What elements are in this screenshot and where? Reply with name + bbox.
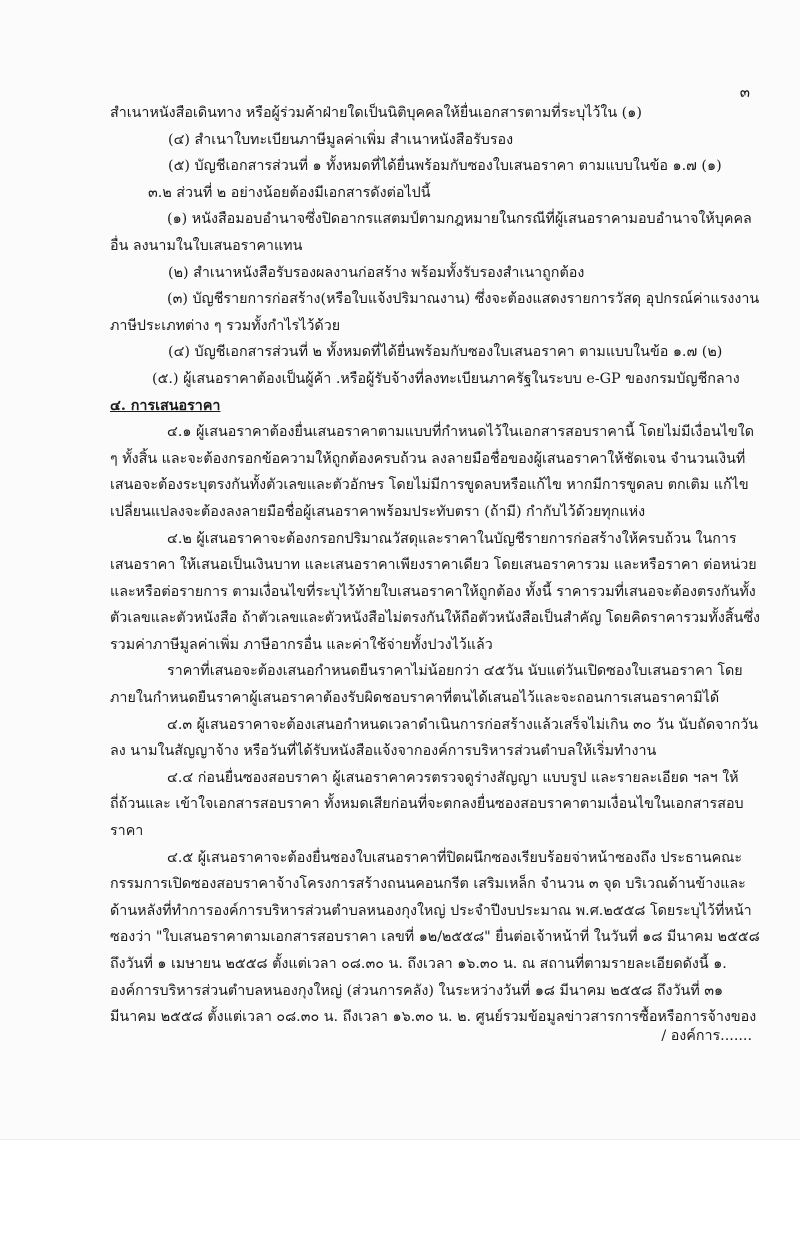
paragraph: สำเนาหนังสือเดินทาง หรือผู้ร่วมค้าฝ่ายใดเป็นนิติบุคคลให้ยื่นเอกสารตามที่ระบุไว้ใน (๑) [110, 105, 642, 121]
list-item: (๓) บัญชีรายการก่อสร้าง(หรือใบแจ้งปริมาณงาน) ซึ่งจะต้องแสดงรายการวัสดุ อุปกรณ์ค่าแรงงาน ภาษีประเภทต่าง ๆ รวมทั้งกำไรไว้ด้วย [110, 291, 760, 334]
page-number: ๓ [739, 83, 750, 101]
paragraph: ๔.๔ ก่อนยื่นซองสอบราคา ผู้เสนอราคาควรตรวจดูร่างสัญญา แบบรูป และรายละเอียด ฯลฯ ให้ถี่ถ้วนและ เข้าใจเอกสารสอบราคา ทั้งหมดเสียก่อนที่จะตกลงยื่นซองสอบราคาตามเงื่อนไขในเอกสารสอบราคา [110, 769, 744, 840]
list-item: (๑) หนังสือมอบอำนาจซึ่งปิดอากรแสตมป์ตามกฎหมายในกรณีที่ผู้เสนอราคามอบอำนาจให้บุคคลอื่น ลงนามในใบเสนอราคาแทน [110, 211, 752, 254]
document-body [110, 100, 762, 1031]
paragraph: ๔.๕ ผู้เสนอราคาจะต้องยื่นซองใบเสนอราคาที่ปิดผนึกซองเรียบร้อยจ่าหน้าซองถึง ประธานคณะกรรมการเปิดซองสอบราคาจ้างโครงการสร้างถนนคอนกรีต เสริมเหล็ก จำนวน ๓ จุด บริเวณด้านข้างและด้านหลังที่ทำการองค์การบริหารส่วนตำบลหนองกุงใหญ่ ประจำปีงบประมาณ พ.ศ.๒๕๕๘ โดยระบุไว้ที่หน้าซองว่า "ใบเสนอราคาตามเอกสารสอบราคา เลขที่ ๑๒/๒๕๕๘" ยื่นต่อเจ้าหน้าที่ ในวันที่ ๑๘ มีนาคม ๒๕๕๘ ถึงวันที่ ๑ เมษายน ๒๕๕๘ ตั้งแต่เวลา ๐๘.๓๐ น. ถึงเวลา ๑๖.๓๐ น. ณ สถานที่ตามรายละเอียดดังนี้ ๑. องค์การบริหารส่วนตำบลหนองกุงใหญ่ (ส่วนการคลัง) ในระหว่างวันที่ ๑๘ มีนาคม ๒๕๕๘ ถึงวันที่ ๓๑ มีนาคม ๒๕๕๘ ตั้งแต่เวลา ๐๘.๓๐ น. ถึงเวลา ๑๖.๓๐ น. ๒. ศูนย์รวมข้อมูลข่าวสารการซื้อหรือการจ้างของ [110, 849, 760, 1026]
list-item: (๒) สำเนาหนังสือรับรองผลงานก่อสร้าง พร้อมทั้งรับรองสำเนาถูกต้อง [168, 264, 585, 281]
section-heading: ๔. การเสนอราคา [110, 397, 221, 414]
paragraph: ๔.๑ ผู้เสนอราคาต้องยื่นเสนอราคาตามแบบที่กำหนดไว้ในเอกสารสอบราคานี้ โดยไม่มีเงื่อนไขใด ๆ ทั้งสิ้น และจะต้องกรอกข้อความให้ถูกต้องครบถ้วน ลงลายมือชื่อของผู้เสนอราคาให้ชัดเจน จำนวนเงินที่เสนอจะต้องระบุตรงกันทั้งตัวเลขและตัวอักษร โดยไม่มีการขูดลบหรือแก้ไข หากมีการขูดลบ ตกเติม แก้ไข เปลี่ยนแปลงจะต้องลงลายมือชื่อผู้เสนอราคาพร้อมประทับตรา (ถ้ามี) กำกับไว้ด้วยทุกแห่ง [110, 424, 754, 520]
list-item: (๕) บัญชีเอกสารส่วนที่ ๑ ทั้งหมดที่ได้ยื่นพร้อมกับซองใบเสนอราคา ตามแบบในข้อ ๑.๗ (๑) [168, 158, 722, 175]
list-item: (๕.) ผู้เสนอราคาต้องเป็นผู้ค้า .หรือผู้รับจ้างที่ลงทะเบียนภาครัฐในระบบ e-GP ของกรมบัญชีกลาง [152, 370, 740, 387]
section-heading: ๓.๒ ส่วนที่ ๒ อย่างน้อยต้องมีเอกสารดังต่อไปนี้ [148, 184, 431, 201]
paragraph: ราคาที่เสนอจะต้องเสนอกำหนดยืนราคาไม่น้อยกว่า ๔๕วัน นับแต่วันเปิดซองใบเสนอราคา โดย ภายในกำหนดยืนราคาผู้เสนอราคาต้องรับผิดชอบราคาที่ตนได้เสนอไว้และจะถอนการเสนอราคามิได้ [110, 663, 743, 707]
list-item: (๔) สำเนาใบทะเบียนภาษีมูลค่าเพิ่ม สำเนาหนังสือรับรอง [168, 131, 514, 148]
continuation-note: / องค์การ....... [661, 1028, 752, 1044]
paragraph: ๔.๓ ผู้เสนอราคาจะต้องเสนอกำหนดเวลาดำเนินการก่อสร้างแล้วเสร็จไม่เกิน ๓๐ วัน นับถัดจากวันลง นามในสัญญาจ้าง หรือวันที่ได้รับหนังสือแจ้งจากองค์การบริหารส่วนตำบลให้เริ่มทำงาน [110, 716, 759, 760]
paragraph: ๔.๒ ผู้เสนอราคาจะต้องกรอกปริมาณวัสดุและราคาในบัญชีรายการก่อสร้างให้ครบถ้วน ในการเสนอราคา ให้เสนอเป็นเงินบาท และเสนอราคาเพียงราคาเดียว โดยเสนอราคารวม และหรือราคา ต่อหน่วย และหรือต่อรายการ ตามเงื่อนไขที่ระบุไว้ท้ายใบเสนอราคาให้ถูกต้อง ทั้งนี้ ราคารวมที่เสนอจะต้องตรงกันทั้งตัวเลขและตัวหนังสือ ถ้าตัวเลขและตัวหนังสือไม่ตรงกันให้ถือตัวหนังสือเป็นสำคัญ โดยคิดราคารวมทั้งสิ้นซึ่งรวมค่าภาษีมูลค่าเพิ่ม ภาษีอากรอื่น และค่าใช้จ่ายทั้งปวงไว้แล้ว [110, 530, 761, 653]
list-item: (๔) บัญชีเอกสารส่วนที่ ๒ ทั้งหมดที่ได้ยื่นพร้อมกับซองใบเสนอราคา ตามแบบในข้อ ๑.๗ (๒) [168, 344, 723, 361]
